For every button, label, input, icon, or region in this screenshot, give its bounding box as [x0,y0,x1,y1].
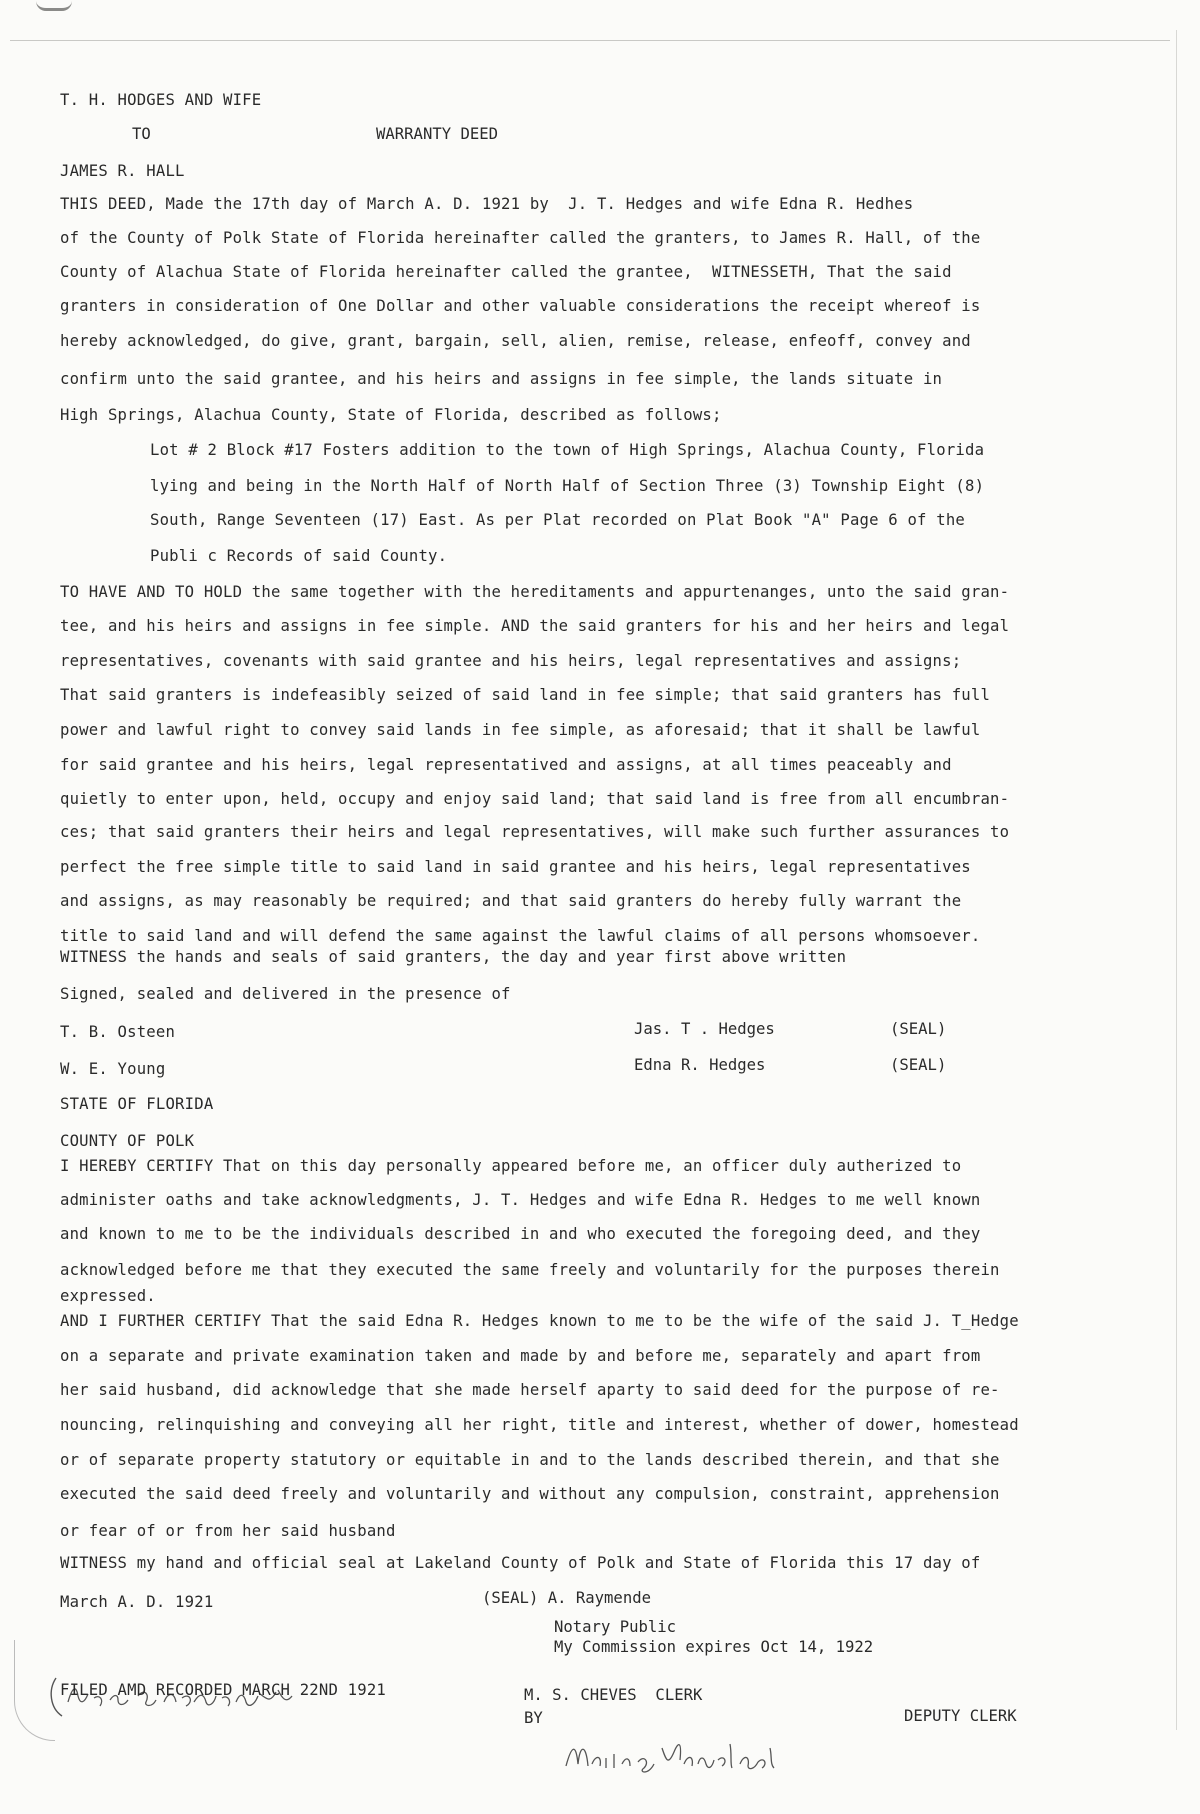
description-line: lying and being in the North Half of North Half of Section Three (3) Township Eight (8) [150,477,985,495]
habendum-line: tee, and his heirs and assigns in fee simple. AND the said granters for his and her heirs and legal [60,617,1010,635]
description-line: Publi c Records of said County. [150,547,448,565]
habendum-line: quietly to enter upon, held, occupy and enjoy said land; that said land is free from all encumbran- [60,790,1010,808]
deputy-clerk-signature [562,1696,802,1814]
habendum-line: representatives, covenants with said grantee and his heirs, legal representatives and assigns; [60,652,962,670]
grantor-heading: T. H. HODGES AND WIFE [60,91,262,109]
certificate-line: acknowledged before me that they executed the same freely and voluntarily for the purposes therein [60,1261,1000,1279]
certificate-line: or of separate property statutory or equitable in and to the lands described therein, and that she [60,1451,1000,1469]
document-title: WARRANTY DEED [376,125,499,143]
certificate-line: nouncing, relinquishing and conveying all her right, title and interest, whether of dower, homestead [60,1416,1019,1434]
description-line: South, Range Seventeen (17) East. As per Plat recorded on Plat Book "A" Page 6 of the [150,511,965,529]
body-line: confirm unto the said grantee, and his heirs and assigns in fee simple, the lands situate in [60,370,943,388]
notary-commission: My Commission expires Oct 14, 1922 [554,1638,874,1656]
by-label: BY [524,1709,543,1727]
habendum-line: That said granters is indefeasibly seized of said land in fee simple; that said granters has full [60,686,991,704]
habendum-line: power and lawful right to convey said lands in fee simple, as aforesaid; that it shall be lawful [60,721,981,739]
certificate-line: I HEREBY CERTIFY That on this day personally appeared before me, an officer duly autherized to [60,1157,962,1175]
body-line: High Springs, Alachua County, State of Florida, described as follows; [60,406,722,424]
signed-sealed-line: Signed, sealed and delivered in the presence of [60,985,511,1003]
habendum-line: and assigns, as may reasonably be required; and that said granters do hereby fully warrant the [60,892,962,910]
witness-name: T. B. Osteen [60,1023,176,1041]
witness-clause: WITNESS the hands and seals of said granters, the day and year first above written [60,948,847,966]
clerk-line: M. S. CHEVES CLERK [524,1686,703,1704]
body-line: County of Alachua State of Florida hereinafter called the grantee, WITNESSETH, That the said [60,263,952,281]
grantor-seal: (SEAL) [890,1056,947,1074]
certificate-line: AND I FURTHER CERTIFY That the said Edna R. Hedges known to me to be the wife of the said J. T_Hedge [60,1312,1019,1330]
body-line: hereby acknowledged, do give, grant, bargain, sell, alien, remise, release, enfeoff, convey and [60,332,971,350]
notary-date: March A. D. 1921 [60,1593,214,1611]
page-corner-mark [36,0,72,11]
grantor-seal: (SEAL) [890,1020,947,1038]
body-line: of the County of Polk State of Florida hereinafter called the granters, to James R. Hall, of the [60,229,981,247]
deputy-clerk-label: DEPUTY CLERK [904,1707,1017,1725]
body-line: THIS DEED, Made the 17th day of March A. D. 1921 by J. T. Hedges and wife Edna R. Hedhes [60,195,914,213]
page-edge-top [10,40,1170,41]
habendum-line: TO HAVE AND TO HOLD the same together with the hereditaments and appurtenanges, unto the said gran- [60,583,1010,601]
page-edge-right [1176,30,1177,1730]
grantee-heading: JAMES R. HALL [60,162,185,180]
certificate-line: or fear of or from her said husband [60,1522,396,1540]
venue-county: COUNTY OF POLK [60,1132,195,1150]
certificate-line: and known to me to be the individuals described in and who executed the foregoing deed, and they [60,1225,981,1243]
notary-title: Notary Public [554,1618,677,1636]
description-line: Lot # 2 Block #17 Fosters addition to the town of High Springs, Alachua County, Florida [150,441,985,459]
certificate-line: administer oaths and take acknowledgments, J. T. Hedges and wife Edna R. Hedges to me well known [60,1191,981,1209]
to-label: TO [132,125,151,143]
grantor-name: Jas. T . Hedges [634,1020,775,1038]
grantor-name: Edna R. Hedges [634,1056,766,1074]
filing-line: FILED AMD RECORDED MARCH 22ND 1921 [60,1681,386,1699]
habendum-line: title to said land and will defend the same against the lawful claims of all persons whomsoever. [60,927,981,945]
venue-state: STATE OF FLORIDA [60,1095,214,1113]
habendum-line: perfect the free simple title to said land in said grantee and his heirs, legal representatives [60,858,971,876]
certificate-line: executed the said deed freely and voluntarily and without any compulsion, constraint, apprehension [60,1485,1000,1503]
certificate-line: on a separate and private examination taken and made by and before me, separately and apart from [60,1347,981,1365]
habendum-line: ces; that said granters their heirs and legal representatives, will make such further assurances to [60,823,1010,841]
notary-seal-name: (SEAL) A. Raymende [482,1589,651,1607]
habendum-line: for said grantee and his heirs, legal representatived and assigns, at all times peaceably and [60,756,952,774]
body-line: granters in consideration of One Dollar and other valuable considerations the receipt whereof is [60,297,981,315]
witness-name: W. E. Young [60,1060,166,1078]
certificate-line: expressed. [60,1287,156,1305]
certificate-line: her said husband, did acknowledge that she made herself aparty to said deed for the purpose of re- [60,1381,1000,1399]
notary-witness-line: WITNESS my hand and official seal at Lakeland County of Polk and State of Florida this 17 day of [60,1554,981,1572]
